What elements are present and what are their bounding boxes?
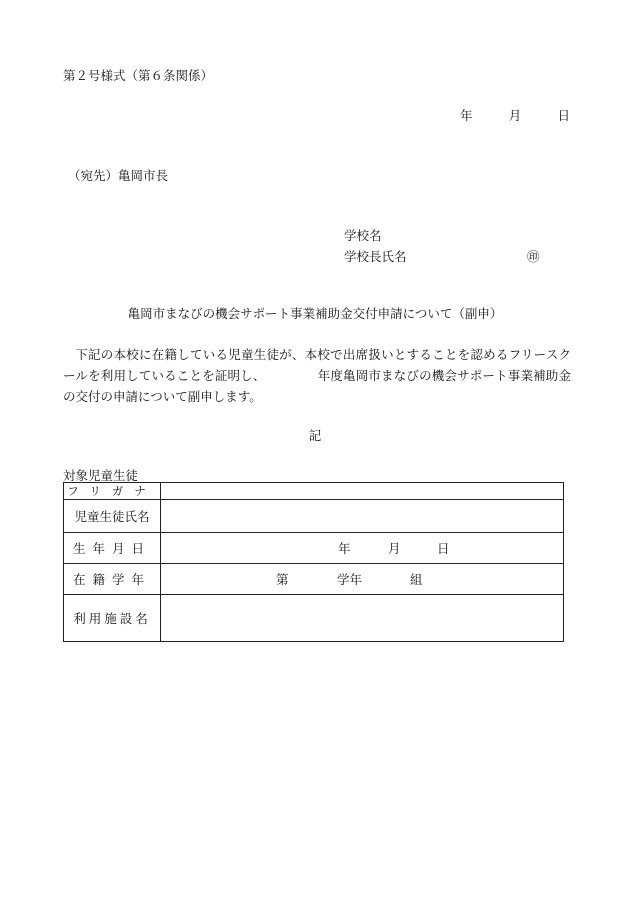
date-month-label: 月: [508, 108, 522, 123]
student-name-label: 児童生徒氏名: [64, 500, 161, 533]
form-number-label: 第２号様式（第６条関係）: [63, 68, 214, 83]
body-paragraph: [63, 344, 571, 407]
table-row-furigana: [64, 483, 564, 500]
class-unit: 組: [410, 572, 423, 587]
body-text-part1: 下記の本校に在籍している児童生徒が、本校で出席扱いとすることを認めるフリースクールを利用していることを証明し、: [63, 347, 571, 383]
furigana-label: フリガナ: [64, 483, 161, 500]
addressee: （宛先）亀岡市長: [68, 168, 169, 183]
grade-unit: 学年: [337, 572, 363, 587]
birthdate-field[interactable]: [161, 533, 564, 564]
birthdate-label: 生年月日: [64, 533, 161, 564]
enrollment-label: 在籍学年: [64, 564, 161, 595]
table-row-student-name: [64, 500, 564, 533]
birth-year-unit: 年: [338, 541, 351, 556]
furigana-field[interactable]: [161, 483, 564, 500]
table-row-facility: [64, 595, 564, 642]
school-name-label: 学校名: [344, 228, 382, 243]
facility-field[interactable]: [161, 595, 564, 642]
grade-prefix: 第: [276, 572, 289, 587]
birth-month-unit: 月: [388, 541, 401, 556]
student-info-table: [63, 482, 564, 642]
body-text-part2: 年度亀岡市まなびの機会サポート事業補助金の交付の申請について副申します。: [63, 368, 571, 404]
student-name-field[interactable]: [161, 500, 564, 533]
table-caption: 対象児童生徒: [63, 468, 139, 483]
principal-name-label: 学校長氏名: [344, 249, 407, 264]
enrollment-field[interactable]: [161, 564, 564, 595]
date-day-label: 日: [557, 108, 570, 123]
birth-day-unit: 日: [437, 541, 450, 556]
seal-mark: ㊞: [527, 249, 540, 264]
ki-heading: 記: [308, 428, 322, 443]
submission-date: [460, 106, 570, 124]
facility-label: 利用施設名: [64, 595, 161, 642]
document-title: 亀岡市まなびの機会サポート事業補助金交付申請について（副申）: [127, 306, 503, 321]
date-year-label: 年: [460, 108, 473, 123]
table-row-birthdate: [64, 533, 564, 564]
table-row-enrollment: [64, 564, 564, 595]
